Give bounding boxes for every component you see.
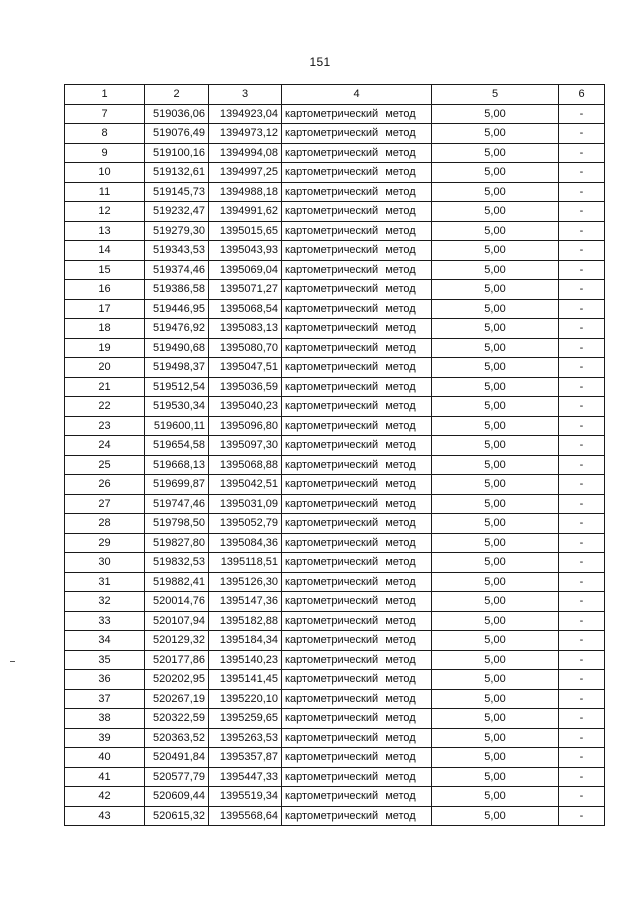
x-coordinate-cell: 520491,84 <box>145 748 209 768</box>
method-cell: картометрический метод <box>282 202 432 222</box>
method-cell: картометрический метод <box>282 494 432 514</box>
x-coordinate-cell: 520129,32 <box>145 631 209 651</box>
method-cell: картометрический метод <box>282 260 432 280</box>
page-number: 151 <box>309 55 331 69</box>
method-cell: картометрический метод <box>282 631 432 651</box>
note-cell: - <box>559 143 605 163</box>
accuracy-cell: 5,00 <box>432 670 559 690</box>
accuracy-cell: 5,00 <box>432 182 559 202</box>
accuracy-cell: 5,00 <box>432 163 559 183</box>
method-cell: картометрический метод <box>282 143 432 163</box>
header-col-4: 4 <box>282 85 432 105</box>
accuracy-cell: 5,00 <box>432 124 559 144</box>
method-cell: картометрический метод <box>282 358 432 378</box>
point-number-cell: 12 <box>65 202 145 222</box>
table-row <box>65 143 605 163</box>
table-row <box>65 319 605 339</box>
accuracy-cell: 5,00 <box>432 338 559 358</box>
point-number-cell: 19 <box>65 338 145 358</box>
table-row <box>65 709 605 729</box>
table-row <box>65 572 605 592</box>
x-coordinate-cell: 520609,44 <box>145 787 209 807</box>
note-cell: - <box>559 455 605 475</box>
table-row <box>65 728 605 748</box>
accuracy-cell: 5,00 <box>432 377 559 397</box>
method-cell: картометрический метод <box>282 611 432 631</box>
x-coordinate-cell: 519668,13 <box>145 455 209 475</box>
point-number-cell: 24 <box>65 436 145 456</box>
accuracy-cell: 5,00 <box>432 592 559 612</box>
note-cell: - <box>559 241 605 261</box>
accuracy-cell: 5,00 <box>432 436 559 456</box>
point-number-cell: 20 <box>65 358 145 378</box>
table-row <box>65 514 605 534</box>
x-coordinate-cell: 520202,95 <box>145 670 209 690</box>
accuracy-cell: 5,00 <box>432 748 559 768</box>
table-row <box>65 377 605 397</box>
point-number-cell: 10 <box>65 163 145 183</box>
y-coordinate-cell: 1395568,64 <box>209 806 282 826</box>
x-coordinate-cell: 520322,59 <box>145 709 209 729</box>
x-coordinate-cell: 519832,53 <box>145 553 209 573</box>
header-col-1: 1 <box>65 85 145 105</box>
note-cell: - <box>559 358 605 378</box>
accuracy-cell: 5,00 <box>432 104 559 124</box>
method-cell: картометрический метод <box>282 397 432 417</box>
note-cell: - <box>559 572 605 592</box>
y-coordinate-cell: 1395519,34 <box>209 787 282 807</box>
table-row <box>65 611 605 631</box>
table-row <box>65 280 605 300</box>
accuracy-cell: 5,00 <box>432 299 559 319</box>
x-coordinate-cell: 519747,46 <box>145 494 209 514</box>
y-coordinate-cell: 1395357,87 <box>209 748 282 768</box>
table-row <box>65 689 605 709</box>
method-cell: картометрический метод <box>282 748 432 768</box>
note-cell: - <box>559 319 605 339</box>
note-cell: - <box>559 280 605 300</box>
y-coordinate-cell: 1395068,54 <box>209 299 282 319</box>
method-cell: картометрический метод <box>282 241 432 261</box>
note-cell: - <box>559 670 605 690</box>
point-number-cell: 27 <box>65 494 145 514</box>
y-coordinate-cell: 1395184,34 <box>209 631 282 651</box>
point-number-cell: 42 <box>65 787 145 807</box>
note-cell: - <box>559 416 605 436</box>
accuracy-cell: 5,00 <box>432 611 559 631</box>
accuracy-cell: 5,00 <box>432 416 559 436</box>
table-row <box>65 670 605 690</box>
table-row <box>65 592 605 612</box>
table-header-row <box>65 85 605 105</box>
method-cell: картометрический метод <box>282 163 432 183</box>
accuracy-cell: 5,00 <box>432 475 559 495</box>
point-number-cell: 22 <box>65 397 145 417</box>
point-number-cell: 13 <box>65 221 145 241</box>
margin-mark <box>10 661 15 662</box>
x-coordinate-cell: 519512,54 <box>145 377 209 397</box>
note-cell: - <box>559 182 605 202</box>
point-number-cell: 34 <box>65 631 145 651</box>
table-body <box>65 104 605 826</box>
method-cell: картометрический метод <box>282 436 432 456</box>
note-cell: - <box>559 728 605 748</box>
method-cell: картометрический метод <box>282 377 432 397</box>
x-coordinate-cell: 519036,06 <box>145 104 209 124</box>
method-cell: картометрический метод <box>282 104 432 124</box>
note-cell: - <box>559 650 605 670</box>
point-number-cell: 26 <box>65 475 145 495</box>
header-col-6: 6 <box>559 85 605 105</box>
note-cell: - <box>559 631 605 651</box>
method-cell: картометрический метод <box>282 553 432 573</box>
y-coordinate-cell: 1395263,53 <box>209 728 282 748</box>
y-coordinate-cell: 1394973,12 <box>209 124 282 144</box>
point-number-cell: 21 <box>65 377 145 397</box>
x-coordinate-cell: 519798,50 <box>145 514 209 534</box>
y-coordinate-cell: 1395071,27 <box>209 280 282 300</box>
method-cell: картометрический метод <box>282 670 432 690</box>
y-coordinate-cell: 1395097,30 <box>209 436 282 456</box>
point-number-cell: 37 <box>65 689 145 709</box>
note-cell: - <box>559 299 605 319</box>
table-row <box>65 767 605 787</box>
point-number-cell: 16 <box>65 280 145 300</box>
point-number-cell: 32 <box>65 592 145 612</box>
method-cell: картометрический метод <box>282 787 432 807</box>
table-row <box>65 787 605 807</box>
method-cell: картометрический метод <box>282 280 432 300</box>
accuracy-cell: 5,00 <box>432 767 559 787</box>
note-cell: - <box>559 475 605 495</box>
method-cell: картометрический метод <box>282 475 432 495</box>
method-cell: картометрический метод <box>282 299 432 319</box>
y-coordinate-cell: 1395220,10 <box>209 689 282 709</box>
point-number-cell: 36 <box>65 670 145 690</box>
accuracy-cell: 5,00 <box>432 143 559 163</box>
x-coordinate-cell: 519100,16 <box>145 143 209 163</box>
accuracy-cell: 5,00 <box>432 202 559 222</box>
point-number-cell: 43 <box>65 806 145 826</box>
table-row <box>65 299 605 319</box>
x-coordinate-cell: 519279,30 <box>145 221 209 241</box>
header-col-5: 5 <box>432 85 559 105</box>
y-coordinate-cell: 1395083,13 <box>209 319 282 339</box>
method-cell: картометрический метод <box>282 455 432 475</box>
point-number-cell: 25 <box>65 455 145 475</box>
method-cell: картометрический метод <box>282 650 432 670</box>
table-row <box>65 104 605 124</box>
point-number-cell: 35 <box>65 650 145 670</box>
accuracy-cell: 5,00 <box>432 631 559 651</box>
y-coordinate-cell: 1395040,23 <box>209 397 282 417</box>
accuracy-cell: 5,00 <box>432 650 559 670</box>
method-cell: картометрический метод <box>282 416 432 436</box>
table-row <box>65 806 605 826</box>
note-cell: - <box>559 533 605 553</box>
method-cell: картометрический метод <box>282 124 432 144</box>
y-coordinate-cell: 1395447,33 <box>209 767 282 787</box>
point-number-cell: 33 <box>65 611 145 631</box>
table-row <box>65 358 605 378</box>
table-row <box>65 748 605 768</box>
table-row <box>65 416 605 436</box>
x-coordinate-cell: 520267,19 <box>145 689 209 709</box>
note-cell: - <box>559 104 605 124</box>
table-row <box>65 436 605 456</box>
method-cell: картометрический метод <box>282 221 432 241</box>
note-cell: - <box>559 338 605 358</box>
accuracy-cell: 5,00 <box>432 689 559 709</box>
table-row <box>65 650 605 670</box>
x-coordinate-cell: 519076,49 <box>145 124 209 144</box>
point-number-cell: 7 <box>65 104 145 124</box>
method-cell: картометрический метод <box>282 709 432 729</box>
note-cell: - <box>559 767 605 787</box>
table-row <box>65 202 605 222</box>
method-cell: картометрический метод <box>282 767 432 787</box>
x-coordinate-cell: 519827,80 <box>145 533 209 553</box>
x-coordinate-cell: 519490,68 <box>145 338 209 358</box>
table-row <box>65 553 605 573</box>
x-coordinate-cell: 519232,47 <box>145 202 209 222</box>
accuracy-cell: 5,00 <box>432 241 559 261</box>
x-coordinate-cell: 520107,94 <box>145 611 209 631</box>
accuracy-cell: 5,00 <box>432 455 559 475</box>
method-cell: картометрический метод <box>282 182 432 202</box>
x-coordinate-cell: 519374,46 <box>145 260 209 280</box>
accuracy-cell: 5,00 <box>432 787 559 807</box>
y-coordinate-cell: 1395182,88 <box>209 611 282 631</box>
table-row <box>65 631 605 651</box>
y-coordinate-cell: 1394923,04 <box>209 104 282 124</box>
accuracy-cell: 5,00 <box>432 319 559 339</box>
y-coordinate-cell: 1395052,79 <box>209 514 282 534</box>
point-number-cell: 9 <box>65 143 145 163</box>
point-number-cell: 14 <box>65 241 145 261</box>
y-coordinate-cell: 1395047,51 <box>209 358 282 378</box>
note-cell: - <box>559 163 605 183</box>
note-cell: - <box>559 787 605 807</box>
note-cell: - <box>559 124 605 144</box>
table-row <box>65 533 605 553</box>
method-cell: картометрический метод <box>282 338 432 358</box>
accuracy-cell: 5,00 <box>432 533 559 553</box>
point-number-cell: 17 <box>65 299 145 319</box>
y-coordinate-cell: 1395140,23 <box>209 650 282 670</box>
accuracy-cell: 5,00 <box>432 709 559 729</box>
note-cell: - <box>559 748 605 768</box>
point-number-cell: 23 <box>65 416 145 436</box>
point-number-cell: 11 <box>65 182 145 202</box>
method-cell: картометрический метод <box>282 689 432 709</box>
y-coordinate-cell: 1395147,36 <box>209 592 282 612</box>
x-coordinate-cell: 520615,32 <box>145 806 209 826</box>
x-coordinate-cell: 519654,58 <box>145 436 209 456</box>
x-coordinate-cell: 520014,76 <box>145 592 209 612</box>
x-coordinate-cell: 519446,95 <box>145 299 209 319</box>
table-row <box>65 475 605 495</box>
accuracy-cell: 5,00 <box>432 221 559 241</box>
point-number-cell: 39 <box>65 728 145 748</box>
method-cell: картометрический метод <box>282 514 432 534</box>
note-cell: - <box>559 514 605 534</box>
note-cell: - <box>559 202 605 222</box>
table-row <box>65 260 605 280</box>
accuracy-cell: 5,00 <box>432 553 559 573</box>
y-coordinate-cell: 1395031,09 <box>209 494 282 514</box>
table-row <box>65 397 605 417</box>
accuracy-cell: 5,00 <box>432 494 559 514</box>
x-coordinate-cell: 519882,41 <box>145 572 209 592</box>
accuracy-cell: 5,00 <box>432 260 559 280</box>
point-number-cell: 29 <box>65 533 145 553</box>
x-coordinate-cell: 519145,73 <box>145 182 209 202</box>
y-coordinate-cell: 1395141,45 <box>209 670 282 690</box>
point-number-cell: 18 <box>65 319 145 339</box>
x-coordinate-cell: 520363,52 <box>145 728 209 748</box>
point-number-cell: 15 <box>65 260 145 280</box>
note-cell: - <box>559 806 605 826</box>
note-cell: - <box>559 260 605 280</box>
x-coordinate-cell: 519498,37 <box>145 358 209 378</box>
y-coordinate-cell: 1395096,80 <box>209 416 282 436</box>
y-coordinate-cell: 1395259,65 <box>209 709 282 729</box>
table-row <box>65 455 605 475</box>
note-cell: - <box>559 709 605 729</box>
x-coordinate-cell: 519699,87 <box>145 475 209 495</box>
accuracy-cell: 5,00 <box>432 514 559 534</box>
note-cell: - <box>559 397 605 417</box>
table-row <box>65 241 605 261</box>
table-row <box>65 163 605 183</box>
x-coordinate-cell: 520577,79 <box>145 767 209 787</box>
point-number-cell: 31 <box>65 572 145 592</box>
point-number-cell: 28 <box>65 514 145 534</box>
table-row <box>65 338 605 358</box>
y-coordinate-cell: 1394991,62 <box>209 202 282 222</box>
point-number-cell: 30 <box>65 553 145 573</box>
point-number-cell: 8 <box>65 124 145 144</box>
header-col-3: 3 <box>209 85 282 105</box>
x-coordinate-cell: 519386,58 <box>145 280 209 300</box>
method-cell: картометрический метод <box>282 533 432 553</box>
table-row <box>65 221 605 241</box>
point-number-cell: 40 <box>65 748 145 768</box>
accuracy-cell: 5,00 <box>432 397 559 417</box>
method-cell: картометрический метод <box>282 806 432 826</box>
y-coordinate-cell: 1395118,51 <box>209 553 282 573</box>
accuracy-cell: 5,00 <box>432 806 559 826</box>
x-coordinate-cell: 519530,34 <box>145 397 209 417</box>
y-coordinate-cell: 1395080,70 <box>209 338 282 358</box>
y-coordinate-cell: 1395043,93 <box>209 241 282 261</box>
accuracy-cell: 5,00 <box>432 728 559 748</box>
y-coordinate-cell: 1395084,36 <box>209 533 282 553</box>
x-coordinate-cell: 519600,11 <box>145 416 209 436</box>
note-cell: - <box>559 689 605 709</box>
table-row <box>65 494 605 514</box>
x-coordinate-cell: 520177,86 <box>145 650 209 670</box>
method-cell: картометрический метод <box>282 319 432 339</box>
y-coordinate-cell: 1394994,08 <box>209 143 282 163</box>
coordinates-table <box>64 84 605 826</box>
method-cell: картометрический метод <box>282 592 432 612</box>
accuracy-cell: 5,00 <box>432 280 559 300</box>
method-cell: картометрический метод <box>282 728 432 748</box>
note-cell: - <box>559 611 605 631</box>
y-coordinate-cell: 1394988,18 <box>209 182 282 202</box>
y-coordinate-cell: 1395126,30 <box>209 572 282 592</box>
note-cell: - <box>559 221 605 241</box>
point-number-cell: 38 <box>65 709 145 729</box>
note-cell: - <box>559 592 605 612</box>
y-coordinate-cell: 1395042,51 <box>209 475 282 495</box>
y-coordinate-cell: 1395069,04 <box>209 260 282 280</box>
table-row <box>65 124 605 144</box>
header-col-2: 2 <box>145 85 209 105</box>
method-cell: картометрический метод <box>282 572 432 592</box>
x-coordinate-cell: 519343,53 <box>145 241 209 261</box>
note-cell: - <box>559 436 605 456</box>
table-row <box>65 182 605 202</box>
x-coordinate-cell: 519132,61 <box>145 163 209 183</box>
note-cell: - <box>559 494 605 514</box>
point-number-cell: 41 <box>65 767 145 787</box>
x-coordinate-cell: 519476,92 <box>145 319 209 339</box>
y-coordinate-cell: 1395036,59 <box>209 377 282 397</box>
note-cell: - <box>559 553 605 573</box>
accuracy-cell: 5,00 <box>432 572 559 592</box>
accuracy-cell: 5,00 <box>432 358 559 378</box>
y-coordinate-cell: 1395068,88 <box>209 455 282 475</box>
note-cell: - <box>559 377 605 397</box>
y-coordinate-cell: 1395015,65 <box>209 221 282 241</box>
y-coordinate-cell: 1394997,25 <box>209 163 282 183</box>
